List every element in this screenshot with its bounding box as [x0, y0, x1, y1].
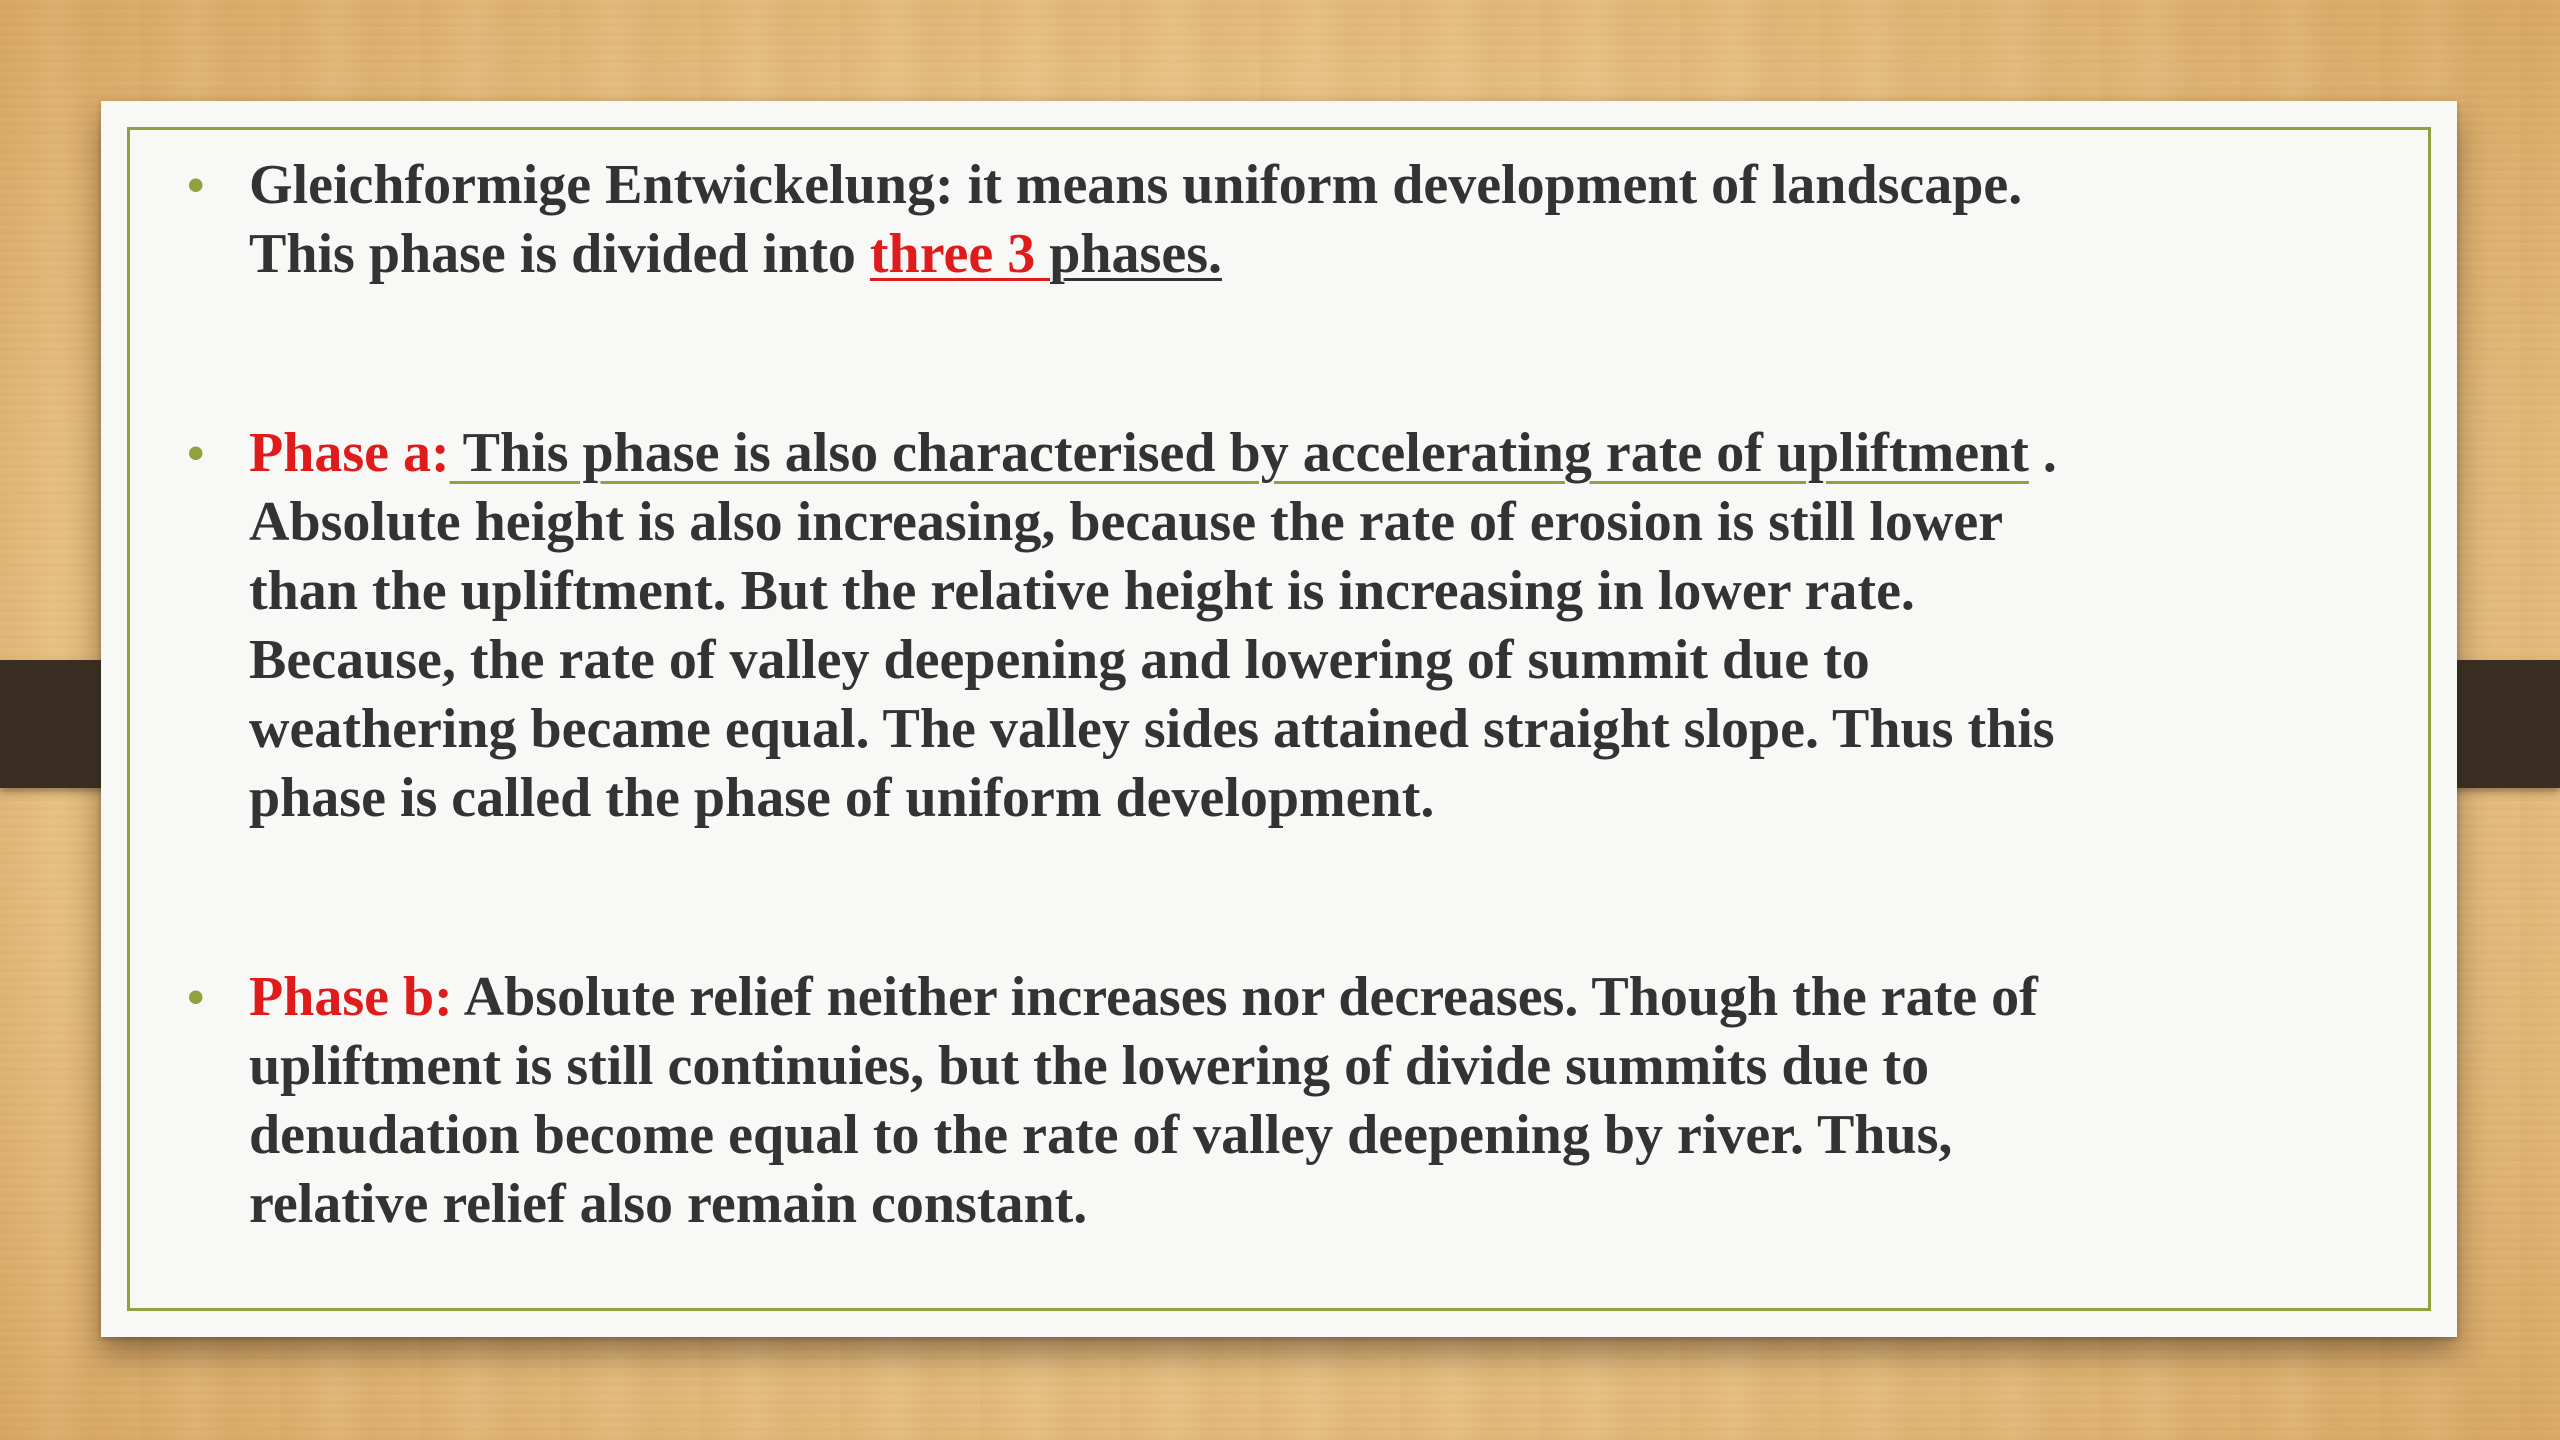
slide: [101, 101, 2457, 1337]
bullet-1-line-1: Gleichformige Entwickelung: it means uniform development of landscape.: [249, 154, 2023, 216]
bullet-phase-a: [187, 419, 2387, 833]
phase-b-line-2: upliftment is still continuies, but the lowering of divide summits due to: [249, 1035, 1930, 1097]
phase-a-underlined-text: This phase is also characterised by accelerating rate of upliftment: [449, 422, 2029, 484]
bullet-1-line-2: [249, 220, 2387, 289]
phase-a-line-2: Absolute height is also increasing, because the rate of erosion is still lower: [249, 491, 2004, 553]
phase-a-line-5: weathering became equal. The valley sides attained straight slope. Thus this: [249, 698, 2055, 760]
phase-b-line-1-text: Absolute relief neither increases nor decreases. Though the rate of: [452, 966, 2038, 1028]
three-phases-highlight: three 3: [869, 223, 1050, 285]
phase-a-line-1-tail: .: [2028, 422, 2057, 484]
bullet-gleichformige: [187, 151, 2387, 289]
bullet-phase-b: [187, 963, 2387, 1239]
phase-b-line-3: denudation become equal to the rate of valley deepening by river. Thus,: [249, 1104, 1953, 1166]
phase-a-line-4: Because, the rate of valley deepening and lowering of summit due to: [249, 629, 1870, 691]
bullet-dot-icon: •: [187, 157, 205, 213]
phase-b-line-4: relative relief also remain constant.: [249, 1173, 1088, 1235]
phase-a-line-6: phase is called the phase of uniform development.: [249, 767, 1435, 829]
phase-b-label: Phase b:: [249, 966, 453, 1028]
slide-content: [187, 151, 2387, 1239]
phase-a-line-3: than the upliftment. But the relative height is increasing in lower rate.: [249, 560, 1915, 622]
phases-underlined: phases.: [1049, 223, 1222, 285]
phase-a-line-1: [249, 419, 2387, 488]
phase-b-line-1: [249, 963, 2387, 1032]
bullet-dot-icon: •: [187, 969, 205, 1025]
phase-a-label: Phase a:: [249, 422, 450, 484]
bullet-1-line-2-prefix: This phase is divided into: [249, 223, 870, 285]
bullet-dot-icon: •: [187, 425, 205, 481]
